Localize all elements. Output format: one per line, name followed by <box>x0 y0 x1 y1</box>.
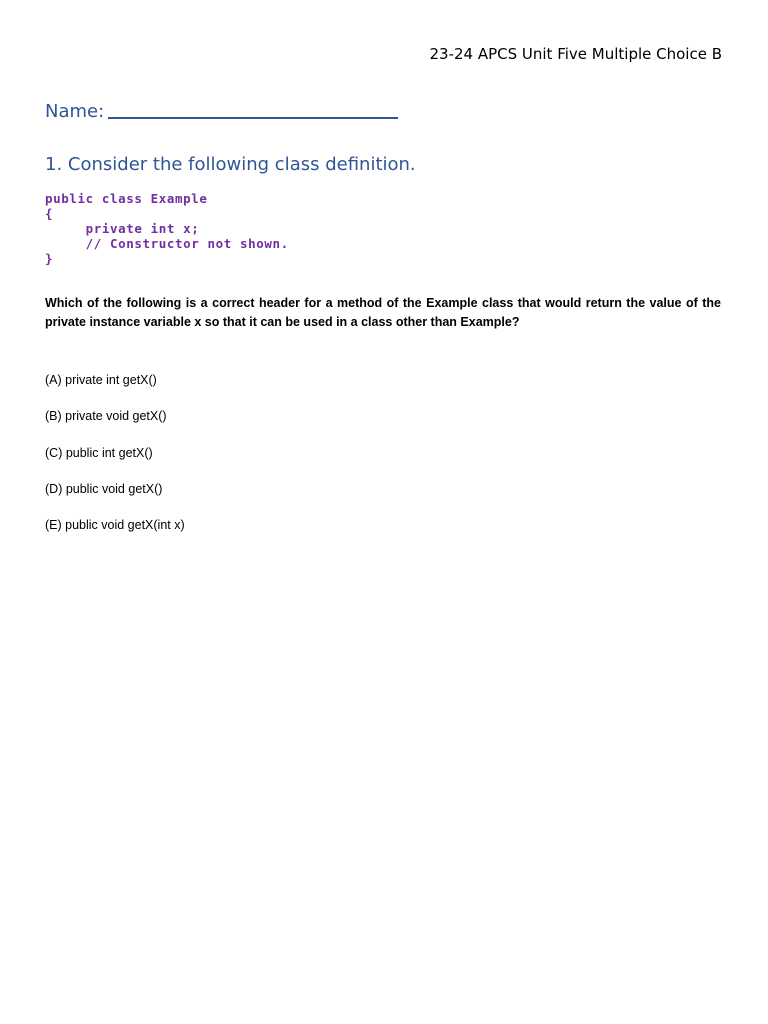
code-line: { <box>45 206 54 221</box>
choice-a: (A) private int getX() <box>45 373 157 387</box>
choice-e: (E) public void getX(int x) <box>45 518 185 533</box>
code-line: private int x; <box>45 221 200 236</box>
document-title: 23-24 APCS Unit Five Multiple Choice B <box>429 45 722 63</box>
code-line: // Constructor not shown. <box>45 236 289 251</box>
code-line: } <box>45 251 54 266</box>
choice-d: (D) public void getX() <box>45 481 163 496</box>
code-line: public class Example <box>45 191 208 206</box>
name-label: Name: <box>45 101 105 122</box>
name-blank-line <box>108 99 398 119</box>
question-heading: 1. Consider the following class definition. <box>45 154 416 175</box>
answer-choices <box>45 372 185 553</box>
code-block <box>45 191 289 266</box>
question-prompt: Which of the following is a correct header for a method of the Example class that would return the value of the private instance variable x so that it can be used in a class other than Example? <box>45 296 721 329</box>
choice-c: (C) public int getX() <box>45 445 153 460</box>
choice-b: (B) private void getX() <box>45 409 167 424</box>
name-field <box>45 97 398 122</box>
